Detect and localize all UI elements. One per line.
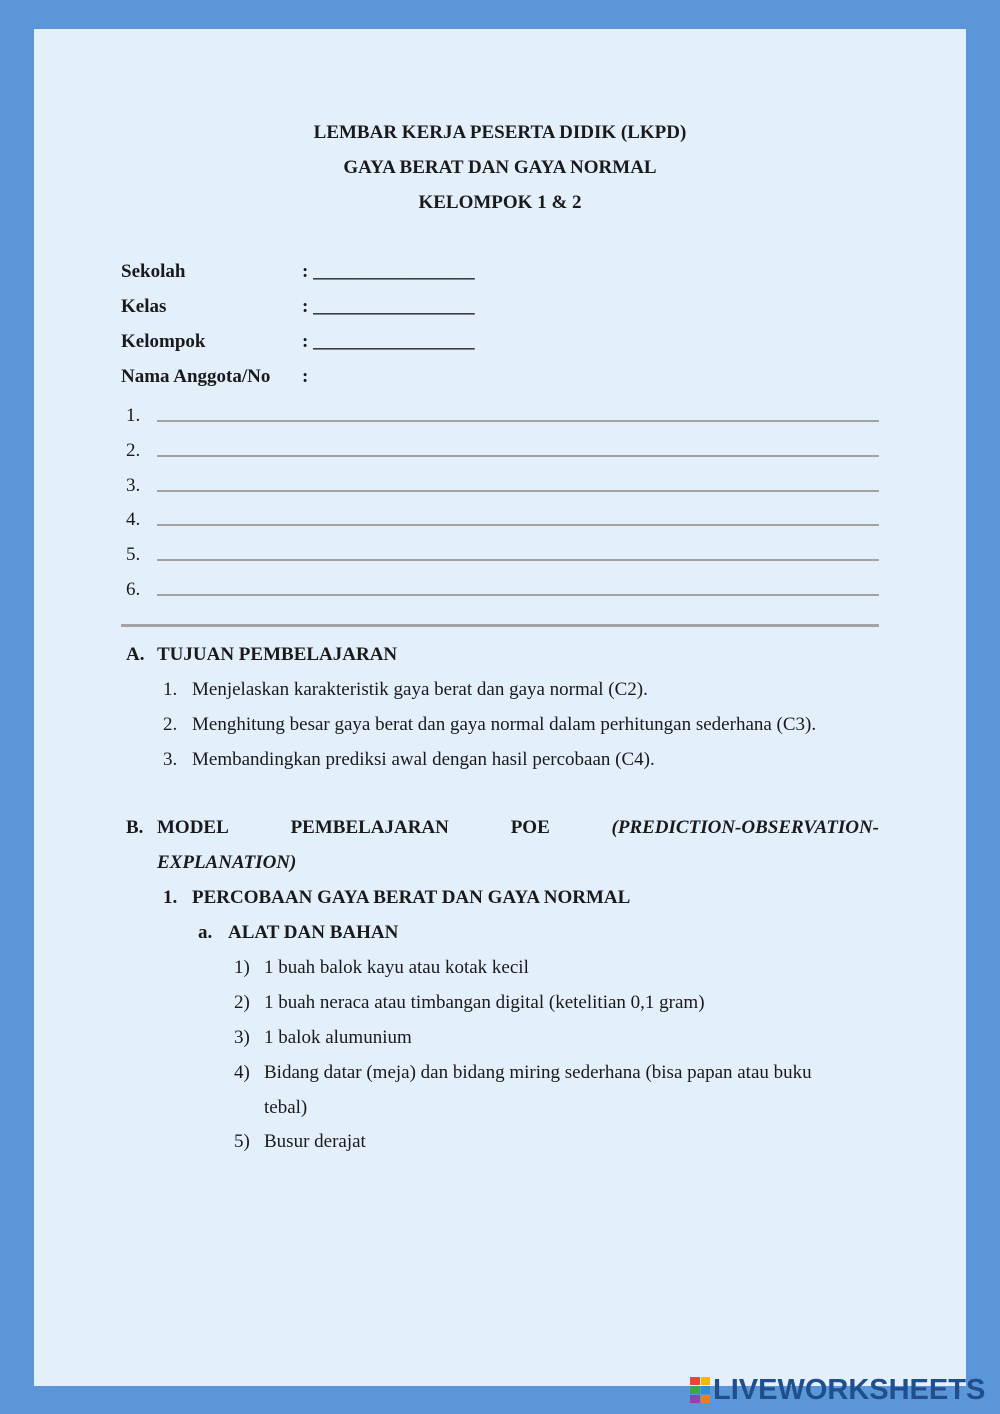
member-line bbox=[157, 559, 879, 561]
material-number: 4) bbox=[234, 1062, 250, 1083]
material-text: 1 buah neraca atau timbangan digital (ketelitian 0,1 gram) bbox=[264, 992, 705, 1013]
section-a-title: TUJUAN PEMBELAJARAN bbox=[157, 644, 398, 665]
member-line bbox=[157, 490, 879, 492]
logo-text: LIVEWORKSHEETS bbox=[713, 1373, 986, 1406]
sub-a-title: ALAT DAN BAHAN bbox=[228, 922, 399, 943]
title-line-3: KELOMPOK 1 & 2 bbox=[418, 192, 582, 213]
member-line bbox=[157, 420, 879, 422]
material-text: 1 buah balok kayu atau kotak kecil bbox=[264, 957, 529, 978]
title-line-1: LEMBAR KERJA PESERTA DIDIK (LKPD) bbox=[313, 122, 687, 143]
objective-number: 3. bbox=[163, 749, 178, 770]
member-row[interactable] bbox=[126, 405, 886, 429]
logo-block bbox=[701, 1386, 711, 1394]
subsection-number: 1. bbox=[163, 887, 178, 908]
section-a-letter: A. bbox=[126, 644, 145, 665]
material-text: Bidang datar (meja) dan bidang miring sederhana (bisa papan atau buku bbox=[264, 1062, 812, 1083]
anggota-colon: : bbox=[302, 366, 309, 387]
section-b-title bbox=[157, 817, 879, 839]
member-number: 6. bbox=[126, 579, 141, 600]
member-number: 1. bbox=[126, 405, 141, 426]
member-line bbox=[157, 594, 879, 596]
material-number: 2) bbox=[234, 992, 250, 1013]
section-b-italic-cont: EXPLANATION) bbox=[157, 852, 297, 873]
member-number: 2. bbox=[126, 440, 141, 461]
member-line bbox=[157, 524, 879, 526]
title-line-2: GAYA BERAT DAN GAYA NORMAL bbox=[343, 157, 657, 178]
material-number: 5) bbox=[234, 1131, 250, 1152]
sekolah-field[interactable]: : _________________ bbox=[302, 261, 475, 282]
member-row[interactable] bbox=[126, 440, 886, 464]
objective-text: Menghitung besar gaya berat dan gaya normal dalam perhitungan sederhana (C3). bbox=[192, 714, 817, 735]
logo-block bbox=[690, 1395, 700, 1403]
member-number: 5. bbox=[126, 544, 141, 565]
logo-block bbox=[701, 1395, 711, 1403]
objective-text: Membandingkan prediksi awal dengan hasil percobaan (C4). bbox=[192, 749, 655, 770]
kelompok-label: Kelompok bbox=[121, 331, 206, 352]
material-text: Busur derajat bbox=[264, 1131, 366, 1152]
member-row[interactable] bbox=[126, 509, 886, 533]
material-number: 3) bbox=[234, 1027, 250, 1048]
member-row[interactable] bbox=[126, 579, 886, 603]
material-text-cont: tebal) bbox=[264, 1097, 308, 1118]
member-row[interactable] bbox=[126, 475, 886, 499]
section-b-word: MODEL bbox=[157, 817, 229, 838]
kelas-label: Kelas bbox=[121, 296, 167, 317]
anggota-label: Nama Anggota/No bbox=[121, 366, 271, 387]
section-b-word: PEMBELAJARAN bbox=[290, 817, 449, 838]
logo-block bbox=[690, 1377, 700, 1385]
member-row[interactable] bbox=[126, 544, 886, 568]
member-number: 3. bbox=[126, 475, 141, 496]
section-b-letter: B. bbox=[126, 817, 144, 838]
objective-number: 2. bbox=[163, 714, 178, 735]
material-text: 1 balok alumunium bbox=[264, 1027, 412, 1048]
kelompok-field[interactable]: : _________________ bbox=[302, 331, 475, 352]
liveworksheets-logo bbox=[690, 1375, 985, 1405]
subsection-title: PERCOBAAN GAYA BERAT DAN GAYA NORMAL bbox=[192, 887, 631, 908]
member-line bbox=[157, 455, 879, 457]
section-b-word: POE bbox=[510, 817, 550, 838]
section-b-italic: (PREDICTION-OBSERVATION- bbox=[611, 817, 879, 838]
member-number: 4. bbox=[126, 509, 141, 530]
section-divider bbox=[121, 624, 879, 627]
sekolah-label: Sekolah bbox=[121, 261, 186, 282]
worksheet-page bbox=[34, 29, 966, 1386]
material-number: 1) bbox=[234, 957, 250, 978]
logo-block bbox=[701, 1377, 711, 1385]
liveworksheets-logo-icon bbox=[690, 1377, 710, 1403]
logo-block bbox=[690, 1386, 700, 1394]
sub-a-letter: a. bbox=[198, 922, 213, 943]
objective-text: Menjelaskan karakteristik gaya berat dan gaya normal (C2). bbox=[192, 679, 648, 700]
kelas-field[interactable]: : _________________ bbox=[302, 296, 475, 317]
objective-number: 1. bbox=[163, 679, 178, 700]
